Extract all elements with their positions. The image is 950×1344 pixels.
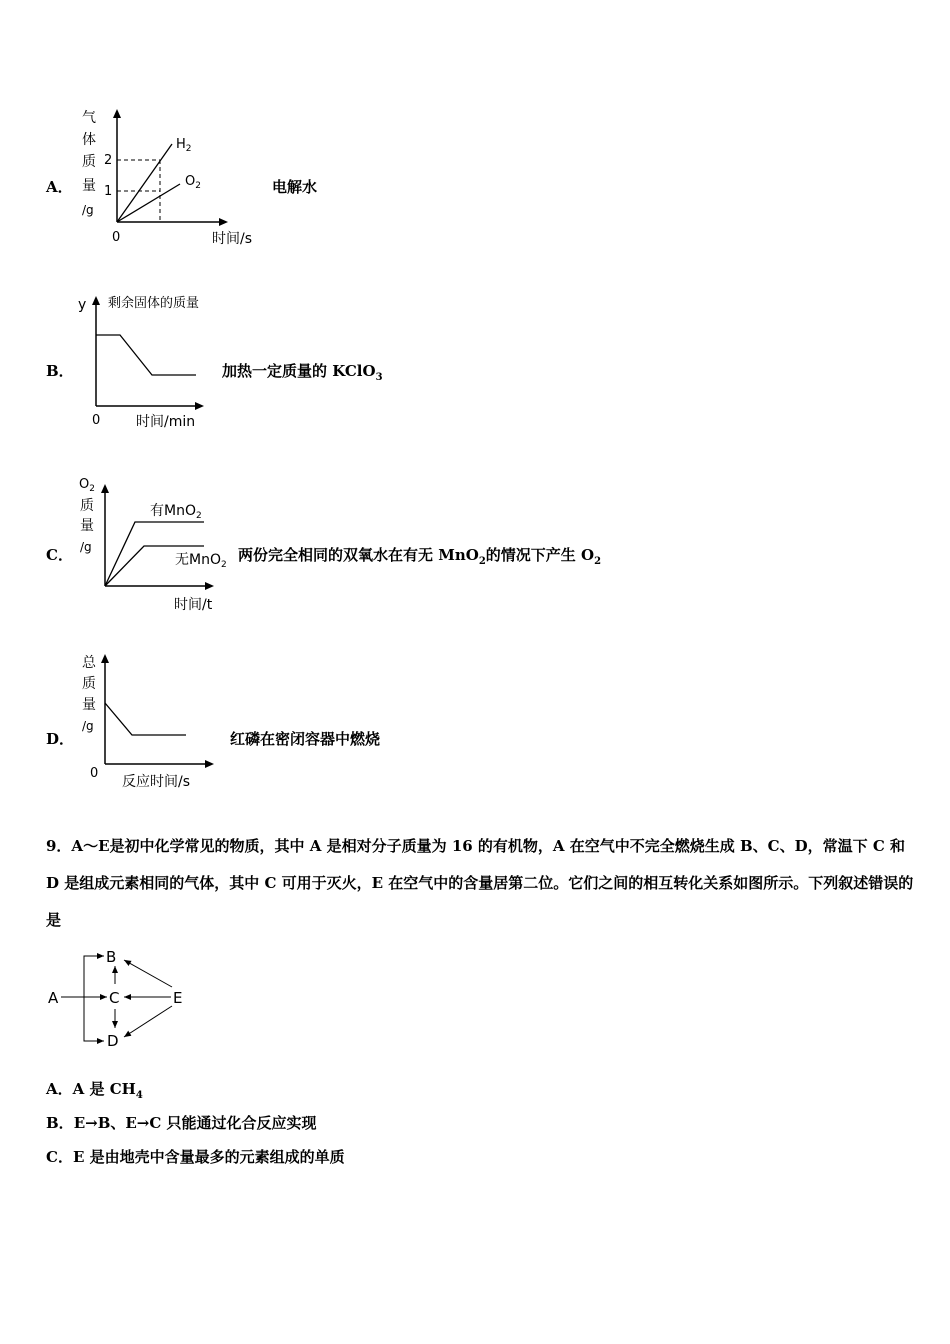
option-a-caption: 电解水 (272, 178, 318, 196)
question-9-text: 9．A～E是初中化学常见的物质，其中 A 是相对分子质量为 16 的有机物，A 在空气中不完全燃烧生成 B、C、D，常温下 C 和 D 是组成元素相同的气体，其中 C 可用于灭火，E 在空气中的含量居第二位。它们之间的相互转化关系如图所示。下列叙述错误的是 (46, 837, 914, 929)
o2-line (117, 184, 180, 222)
ylabel-char: 质 (80, 498, 94, 514)
ylabel-unit: /g (82, 203, 94, 217)
conversion-diagram (40, 940, 200, 1055)
h2-label: $H_2$ (176, 137, 192, 154)
option-c-label: C． (46, 546, 73, 564)
option-c-graph (74, 470, 244, 615)
option-c-caption: 两份完全相同的双氧水在有无 MnO$_2$的情况下产生 $O_2$ (238, 546, 602, 567)
node-a: A (48, 989, 59, 1007)
y-axis-letter: y (78, 297, 87, 313)
x-axis-arrow (205, 582, 214, 590)
node-c: C (109, 989, 120, 1007)
node-d: D (107, 1032, 119, 1050)
ylabel-char: 量 (80, 518, 94, 534)
ylabel-char: 总 (82, 655, 96, 671)
ylabel-char: 体 (82, 132, 96, 148)
answer-c: C．E 是由地壳中含量最多的元素组成的单质 (46, 1148, 345, 1166)
answer-a: A．A 是 $CH_4$ (46, 1080, 143, 1101)
y-axis-arrow (92, 296, 100, 305)
x-axis-label: 时间/min (136, 414, 196, 430)
y-axis-arrow (113, 109, 121, 118)
ylabel-char: 量 (82, 697, 96, 713)
y-axis-arrow (101, 484, 109, 493)
with-mno2-label: 有MnO$_2$ (150, 503, 202, 521)
option-b-label: B． (46, 362, 74, 380)
option-d-caption: 红磷在密闭容器中燃烧 (230, 730, 381, 748)
option-b-graph (74, 288, 224, 433)
tick-2: 2 (104, 153, 113, 168)
x-axis-arrow (195, 402, 204, 410)
x-axis-label: 时间/s (212, 231, 253, 247)
ylabel-unit: /g (80, 540, 92, 554)
mass-line (96, 335, 196, 375)
tick-1: 1 (104, 184, 113, 199)
y-axis-arrow (101, 654, 109, 663)
option-b-caption: 加热一定质量的 KClO$_3$ (222, 362, 383, 383)
arrow-e-b (124, 960, 172, 987)
h2-line (117, 144, 172, 222)
option-a-graph (74, 100, 274, 250)
origin-label: 0 (92, 413, 101, 428)
origin-label: 0 (112, 230, 121, 245)
arrow-a-b (84, 956, 104, 997)
ylabel-char: 质 (82, 154, 96, 170)
answer-b: B．E→B、E→C 只能通过化合反应实现 (46, 1114, 317, 1132)
x-axis-label: 反应时间/s (122, 774, 191, 790)
x-axis-arrow (205, 760, 214, 768)
arrow-a-d (84, 997, 104, 1041)
ylabel-top: $O_2$ (79, 477, 95, 494)
mass-line (105, 703, 186, 735)
arrow-e-d (124, 1006, 172, 1037)
y-axis-label: 剩余固体的质量 (108, 296, 200, 311)
o2-label: $O_2$ (185, 174, 201, 191)
x-axis-label: 时间/t (174, 597, 213, 613)
node-b: B (106, 948, 117, 966)
x-axis-arrow (219, 218, 228, 226)
without-mno2-label: 无MnO$_2$ (175, 552, 227, 570)
origin-label: 0 (90, 766, 99, 781)
option-a-label: A． (46, 178, 73, 196)
ylabel-char: 质 (82, 676, 96, 692)
ylabel-char: 气 (82, 110, 96, 126)
option-d-label: D． (46, 730, 75, 748)
node-e: E (173, 989, 183, 1007)
ylabel-unit: /g (82, 719, 94, 733)
ylabel-char: 量 (82, 178, 96, 194)
option-d-graph (74, 650, 244, 795)
